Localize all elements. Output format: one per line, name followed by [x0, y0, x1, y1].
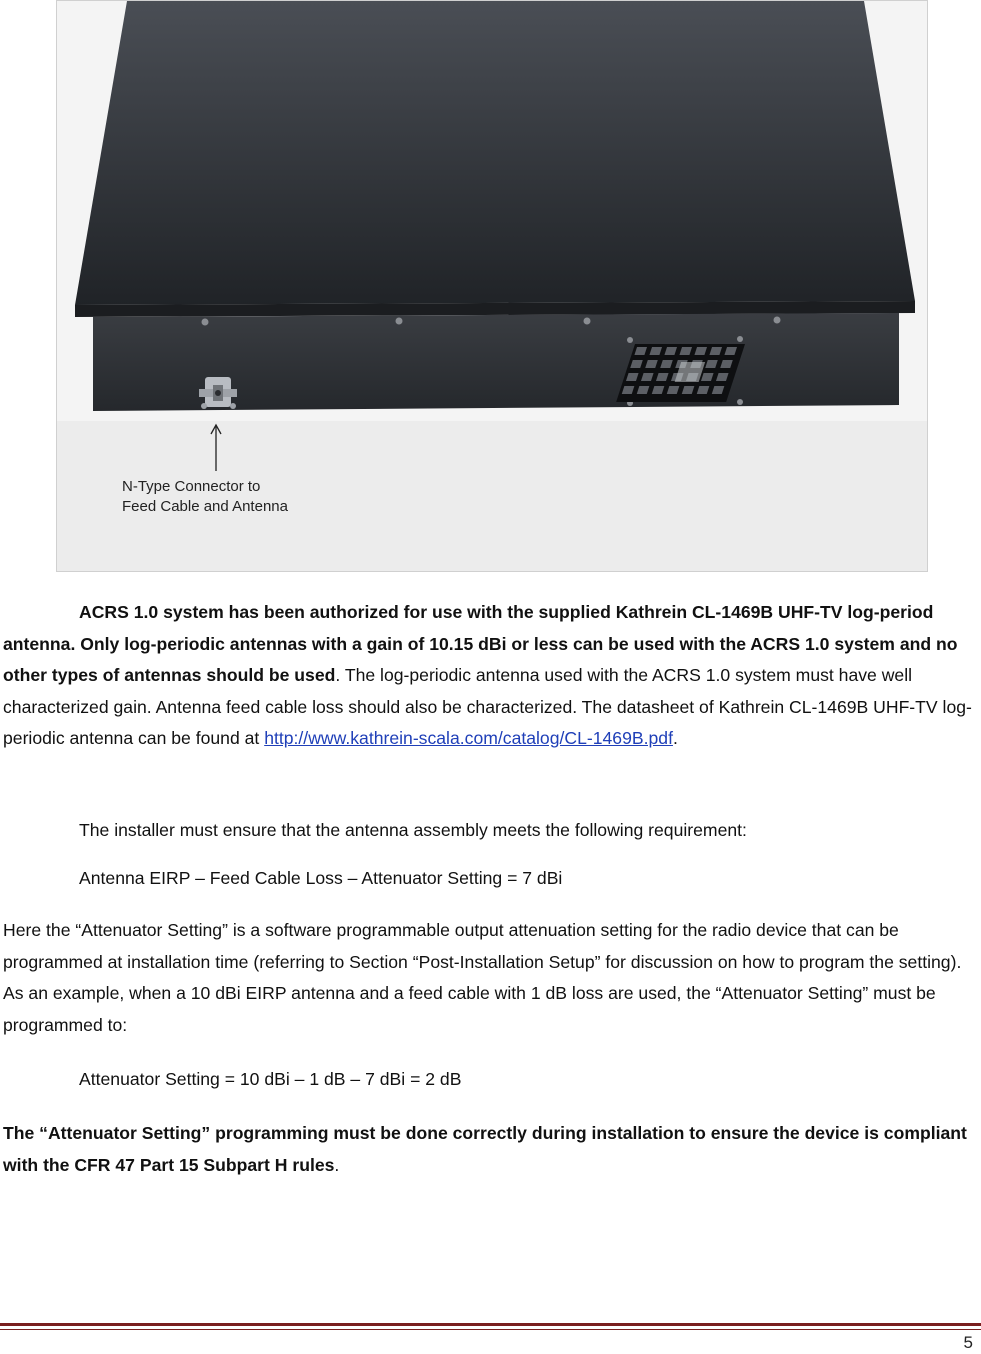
period: .	[334, 1154, 340, 1175]
attenuator-example-formula: Attenuator Setting = 10 dBi – 1 dB – 7 dBi = 2 dB	[79, 1069, 462, 1089]
figure-caption	[122, 477, 288, 517]
screw-icon	[774, 317, 781, 324]
authorization-paragraph	[3, 597, 979, 755]
page-number: 5	[963, 1333, 973, 1352]
footer-rule-thin	[0, 1329, 981, 1330]
eirp-formula: Antenna EIRP – Feed Cable Loss – Attenuator Setting = 7 dBi	[79, 868, 563, 888]
caption-line: Feed Cable and Antenna	[122, 498, 288, 515]
device-lid	[75, 1, 915, 305]
authorization-bold-text: ACRS 1.0 system has been authorized for use with the supplied Kathrein CL-1469B UHF-TV log-period antenna. Only log-periodic antennas with a gain of 10.15 dBi or less can be used with the ACRS 1.0 system and no other types of antennas should be used	[3, 602, 958, 685]
screw-icon	[202, 319, 209, 326]
caption-line: N-Type Connector to	[122, 478, 261, 495]
footer-rule	[0, 1323, 981, 1326]
compliance-paragraph	[3, 1118, 979, 1181]
screw-icon	[584, 318, 591, 325]
installer-requirement-paragraph: The installer must ensure that the antenna assembly meets the following requirement:	[79, 820, 747, 840]
period: .	[672, 728, 678, 748]
vent-grille	[616, 344, 745, 402]
attenuator-explanation-paragraph: Here the “Attenuator Setting” is a software programmable output attenuation setting for the radio device that can be programmed at installation time (referring to Section “Post-Installation Setup” for discussion on how to program the setting). As an example, when a 10 dBi EIRP antenna and a feed cable with 1 dB loss are used, the “Attenuator Setting” must be programmed to:	[3, 920, 962, 1035]
compliance-bold-text: The “Attenuator Setting” programming must be done correctly during installation to ensure the device is compliant with the CFR 47 Part 15 Subpart H rules	[3, 1123, 967, 1175]
authorization-text: . The log-periodic antenna used with the ACRS 1.0 system must have well characterized gain. Antenna feed cable loss should also be characterized. The datasheet of Kathrein CL-1469B UHF-TV log-periodic antenna can be found at	[3, 665, 972, 748]
device-photo	[56, 0, 928, 572]
screw-icon	[396, 318, 403, 325]
datasheet-link[interactable]: http://www.kathrein-scala.com/catalog/CL-1469B.pdf	[264, 728, 673, 748]
